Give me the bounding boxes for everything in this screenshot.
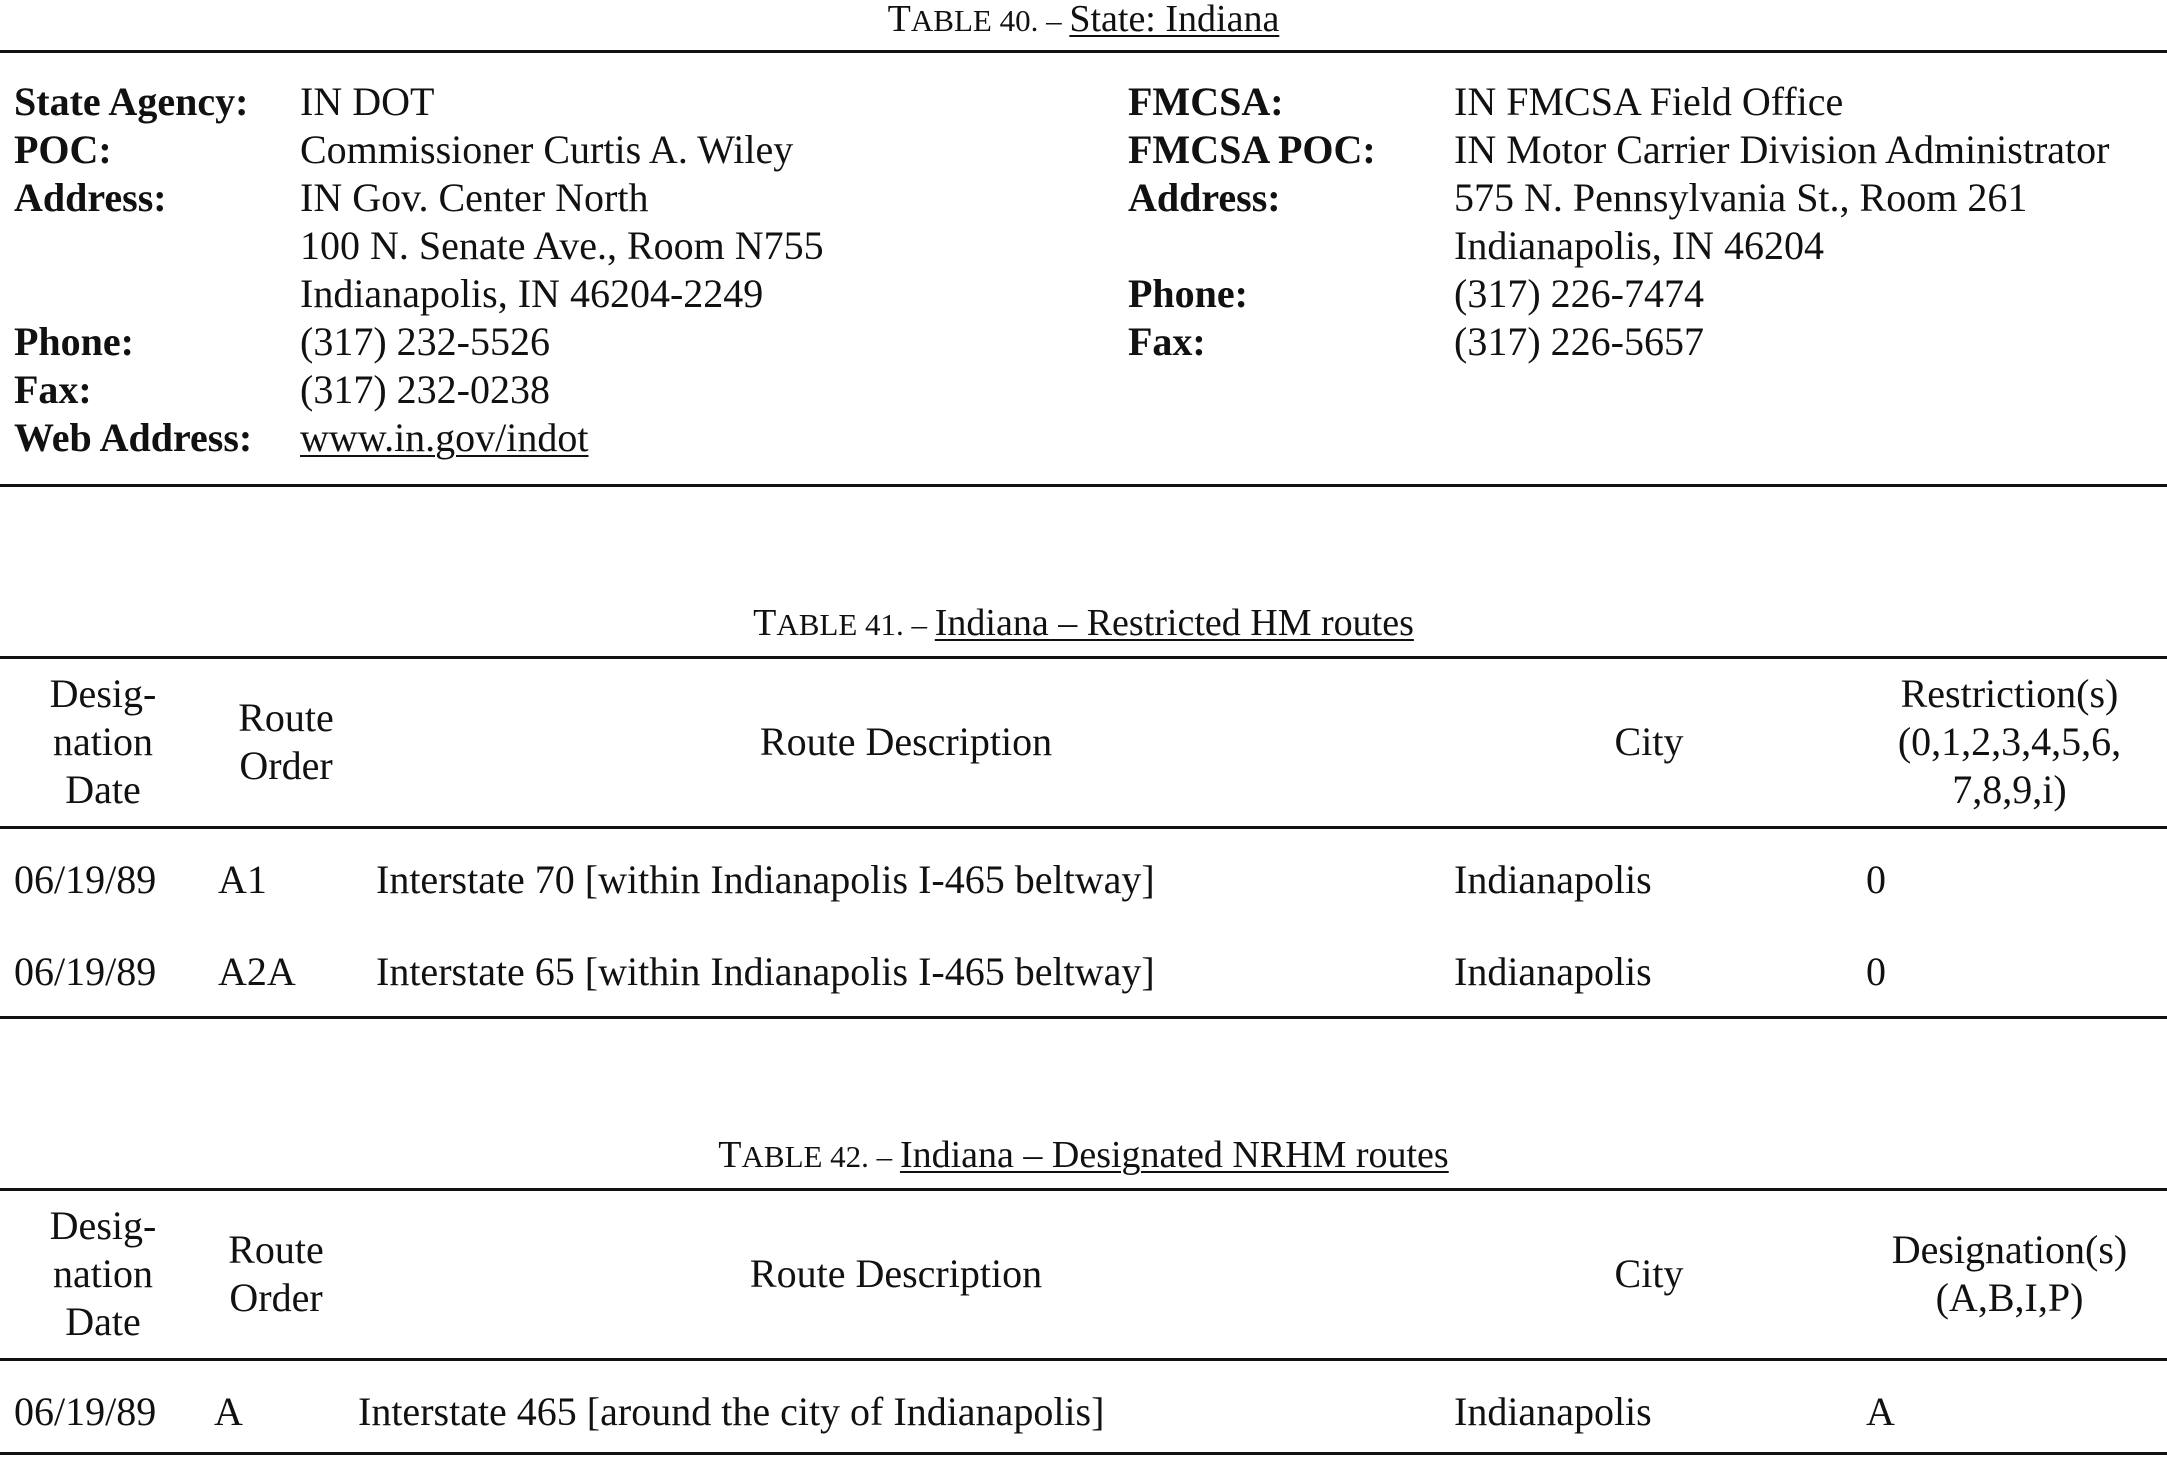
- header-designation-date: Desig- nation Date: [49, 1203, 157, 1344]
- label-fmcsa-fax: Fax:: [1128, 319, 1206, 364]
- table-42-header-rule: [0, 1358, 2167, 1361]
- cell-city: Indianapolis: [1454, 857, 1652, 902]
- value-fmcsa-fax: (317) 226-5657: [1454, 319, 1704, 364]
- caption-prefix: T: [718, 1134, 742, 1176]
- caption-title: Indiana – Designated NRHM routes: [899, 1134, 1449, 1176]
- cell-route-description: Interstate 70 [within Indianapolis I-465 beltway]: [376, 857, 1155, 902]
- cell-route-description: Interstate 465 [around the city of Indianapolis]: [358, 1389, 1105, 1434]
- value-phone: (317) 232-5526: [300, 319, 550, 364]
- label-address: Address:: [14, 175, 167, 220]
- label-fmcsa-poc: FMCSA POC:: [1128, 127, 1376, 172]
- cell-designation: A: [1866, 1389, 1895, 1434]
- table-40-top-rule: [0, 50, 2167, 53]
- cell-date: 06/19/89: [14, 857, 157, 902]
- header-restrictions: Restriction(s) (0,1,2,3,4,5,6, 7,8,9,i): [1897, 671, 2122, 812]
- value-address-line-2: 100 N. Senate Ave., Room N755: [300, 223, 824, 268]
- table-41-top-rule: [0, 656, 2167, 659]
- web-address-link[interactable]: www.in.gov/indot: [300, 415, 589, 460]
- header-city: City: [1614, 1251, 1684, 1296]
- table-41-header-rule: [0, 826, 2167, 829]
- header-route-description: Route Description: [759, 719, 1053, 764]
- label-fmcsa-phone: Phone:: [1128, 271, 1248, 316]
- label-fmcsa-address: Address:: [1128, 175, 1281, 220]
- header-city: City: [1614, 719, 1684, 764]
- value-fmcsa-address-line-2: Indianapolis, IN 46204: [1454, 223, 1824, 268]
- cell-date: 06/19/89: [14, 1389, 157, 1434]
- label-state-agency: State Agency:: [14, 79, 249, 124]
- caption-prefix: T: [753, 602, 777, 644]
- label-poc: POC:: [14, 127, 112, 172]
- value-fmcsa-address-line-1: 575 N. Pennsylvania St., Room 261: [1454, 175, 2028, 220]
- value-fmcsa: IN FMCSA Field Office: [1454, 79, 1844, 124]
- cell-restriction: 0: [1866, 857, 1886, 902]
- value-fmcsa-poc: IN Motor Carrier Division Administrator: [1454, 127, 2110, 172]
- label-phone: Phone:: [14, 319, 134, 364]
- cell-city: Indianapolis: [1454, 949, 1652, 994]
- cell-route-description: Interstate 65 [within Indianapolis I-465 beltway]: [376, 949, 1155, 994]
- cell-restriction: 0: [1866, 949, 1886, 994]
- caption-prefix: T: [887, 0, 911, 40]
- caption-title: Indiana – Restricted HM routes: [934, 602, 1414, 644]
- caption-number: ABLE 41. –: [776, 607, 935, 642]
- caption-title: State: Indiana: [1069, 0, 1280, 40]
- header-designations: Designation(s) (A,B,I,P): [1891, 1227, 2128, 1320]
- cell-city: Indianapolis: [1454, 1389, 1652, 1434]
- cell-date: 06/19/89: [14, 949, 157, 994]
- caption-number: ABLE 40. –: [910, 3, 1070, 38]
- cell-route-order: A: [214, 1389, 243, 1434]
- table-41-caption: [0, 604, 2167, 642]
- label-fmcsa: FMCSA:: [1128, 79, 1284, 124]
- table-42-top-rule: [0, 1188, 2167, 1191]
- header-route-order: Route Order: [238, 695, 334, 788]
- label-fax: Fax:: [14, 367, 92, 412]
- value-address-line-1: IN Gov. Center North: [300, 175, 649, 220]
- value-address-line-3: Indianapolis, IN 46204-2249: [300, 271, 764, 316]
- table-41-bottom-rule: [0, 1016, 2167, 1019]
- value-poc: Commissioner Curtis A. Wiley: [300, 127, 794, 172]
- table-40-bottom-rule: [0, 484, 2167, 487]
- header-designation-date: Desig- nation Date: [49, 671, 157, 812]
- cell-route-order: A1: [218, 857, 267, 902]
- value-fmcsa-phone: (317) 226-7474: [1454, 271, 1704, 316]
- label-web-address: Web Address:: [14, 415, 253, 460]
- table-40-caption: [0, 0, 2167, 38]
- cell-route-order: A2A: [218, 949, 296, 994]
- caption-number: ABLE 42. –: [741, 1139, 900, 1174]
- table-42-bottom-rule: [0, 1452, 2167, 1455]
- table-42-caption: [0, 1136, 2167, 1174]
- value-fax: (317) 232-0238: [300, 367, 550, 412]
- value-state-agency: IN DOT: [300, 79, 435, 124]
- header-route-order: Route Order: [228, 1227, 324, 1320]
- header-route-description: Route Description: [749, 1251, 1043, 1296]
